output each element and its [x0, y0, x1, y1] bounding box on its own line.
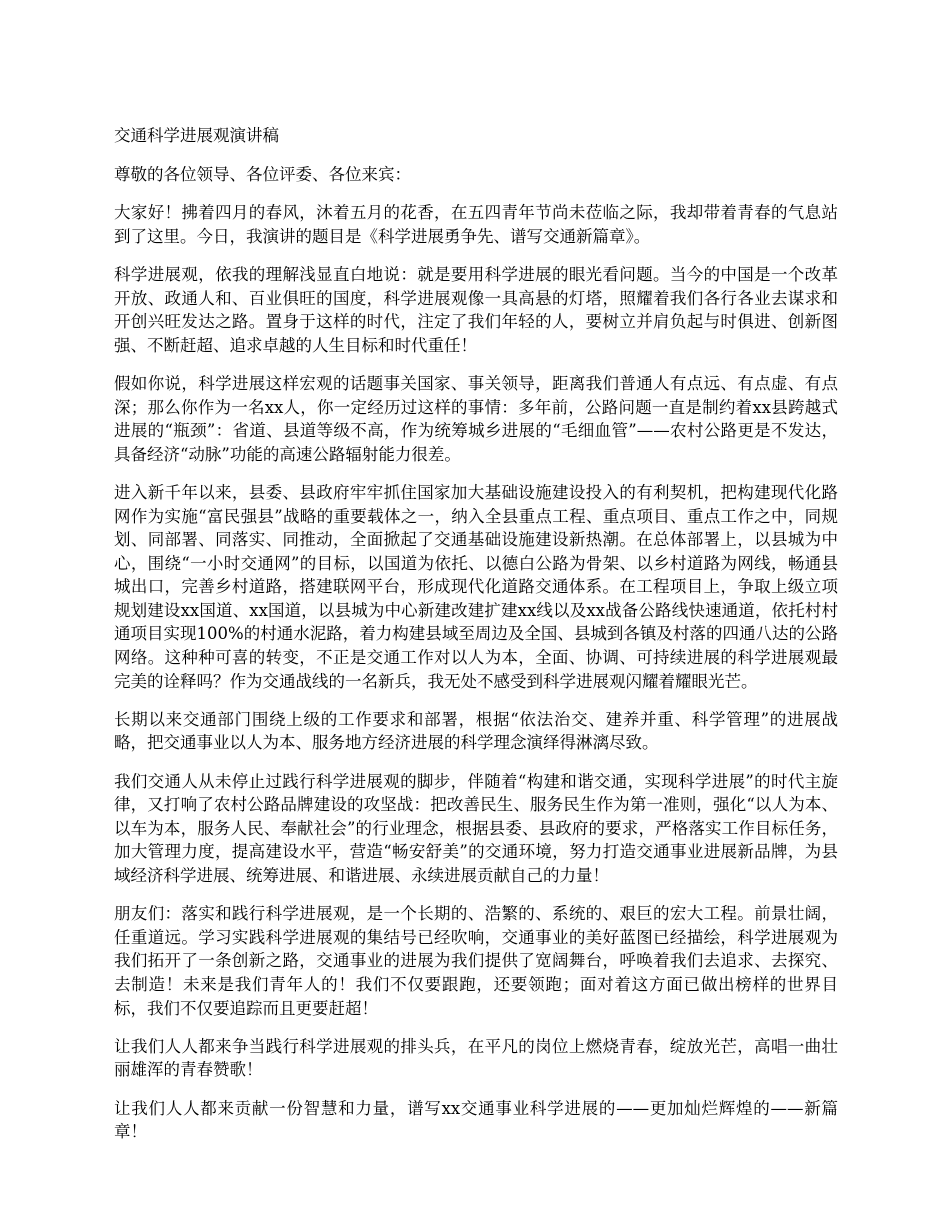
body-paragraph: 让我们人人都来争当践行科学进展观的排头兵，在平凡的岗位上燃烧青春，绽放光芒，高唱一曲壮丽雄浑的青春赞歌！ [114, 1036, 838, 1080]
body-paragraph: 进入新千年以来，县委、县政府牢牢抓住国家加大基础设施建设投入的有利契机，把构建现代化路网作为实施“富民强县”战略的重要载体之一，纳入全县重点工程、重点项目、重点工作之中，同规划、同部署、同落实、同推动，全面掀起了交通基础设施建设新热潮。在总体部署上，以县城为中心，围绕“一小时交通网”的目标，以国道为依托、以德白公路为骨架、以乡村道路为网线，畅通县城出口，完善乡村道路，搭建联网平台，形成现代化道路交通体系。在工程项目上，争取上级立项规划建设xx国道、xx国道，以县城为中心新建改建扩建xx线以及xx战备公路线快速通道，依托村村通项目实现100%的村通水泥路，着力构建县域至周边及全国、县城到各镇及村落的四通八达的公路网络。这种种可喜的转变，不正是交通工作对以人为本，全面、协调、可持续进展的科学进展观最完美的诠释吗？作为交通战线的一名新兵，我无处不感受到科学进展观闪耀着耀眼光芒。 [114, 482, 838, 691]
closing-paragraph: 让我们人人都来贡献一份智慧和力量，谱写xx交通事业科学进展的——更加灿烂辉煌的——新篇章！ [114, 1098, 838, 1142]
salutation-paragraph: 尊敬的各位领导、各位评委、各位来宾： [114, 164, 411, 184]
body-paragraph: 长期以来交通部门围绕上级的工作要求和部署，根据“依法治交、建养并重、科学管理”的进展战略，把交通事业以人为本、服务地方经济进展的科学理念演绎得淋漓尽致。 [114, 709, 838, 753]
body-paragraph: 朋友们：落实和践行科学进展观，是一个长期的、浩繁的、系统的、艰巨的宏大工程。前景壮阔，任重道远。学习实践科学进展观的集结号已经吹响，交通事业的美好蓝图已经描绘，科学进展观为我们拓开了一条创新之路，交通事业的进展为我们提供了宽阔舞台，呼唤着我们去追求、去探究、去制造！未来是我们青年人的！我们不仅要跟跑，还要领跑；面对着这方面已做出榜样的世界目标，我们不仅要追踪而且更要赶超！ [114, 904, 838, 1018]
body-paragraph: 假如你说，科学进展这样宏观的话题事关国家、事关领导，距离我们普通人有点远、有点虚、有点深；那么你作为一名xx人，你一定经历过这样的事情：多年前，公路问题一直是制约着xx县跨越式进展的“瓶颈”：省道、县道等级不高，作为统筹城乡进展的“毛细血管”——农村公路更是不发达，具备经济“动脉”功能的高速公路辐射能力很差。 [114, 373, 838, 464]
document-title: 交通科学进展观演讲稿 [114, 126, 279, 145]
body-paragraph: 科学进展观，依我的理解浅显直白地说：就是要用科学进展的眼光看问题。当今的中国是一个改革开放、政通人和、百业俱旺的国度，科学进展观像一具高悬的灯塔，照耀着我们各行各业去谋求和开创兴旺发达之路。置身于这样的时代，注定了我们年轻的人，要树立并肩负起与时俱进、创新图强、不断赶超、追求卓越的人生目标和时代重任！ [114, 264, 838, 355]
body-paragraph: 我们交通人从未停止过践行科学进展观的脚步，伴随着“构建和谐交通，实现科学进展”的时代主旋律，又打响了农村公路品牌建设的攻坚战：把改善民生、服务民生作为第一准则，强化“以人为本、以车为本，服务人民、奉献社会”的行业理念，根据县委、县政府的要求，严格落实工作目标任务，加大管理力度，提高建设水平，营造“畅安舒美”的交通环境，努力打造交通事业进展新品牌，为县域经济科学进展、统筹进展、和谐进展、永续进展贡献自己的力量！ [114, 771, 838, 885]
document-page [114, 124, 838, 1158]
body-paragraph: 大家好！拂着四月的春风，沐着五月的花香，在五四青年节尚未莅临之际，我却带着青春的气息站到了这里。今日，我演讲的题目是《科学进展勇争先、谱写交通新篇章》。 [114, 203, 838, 246]
